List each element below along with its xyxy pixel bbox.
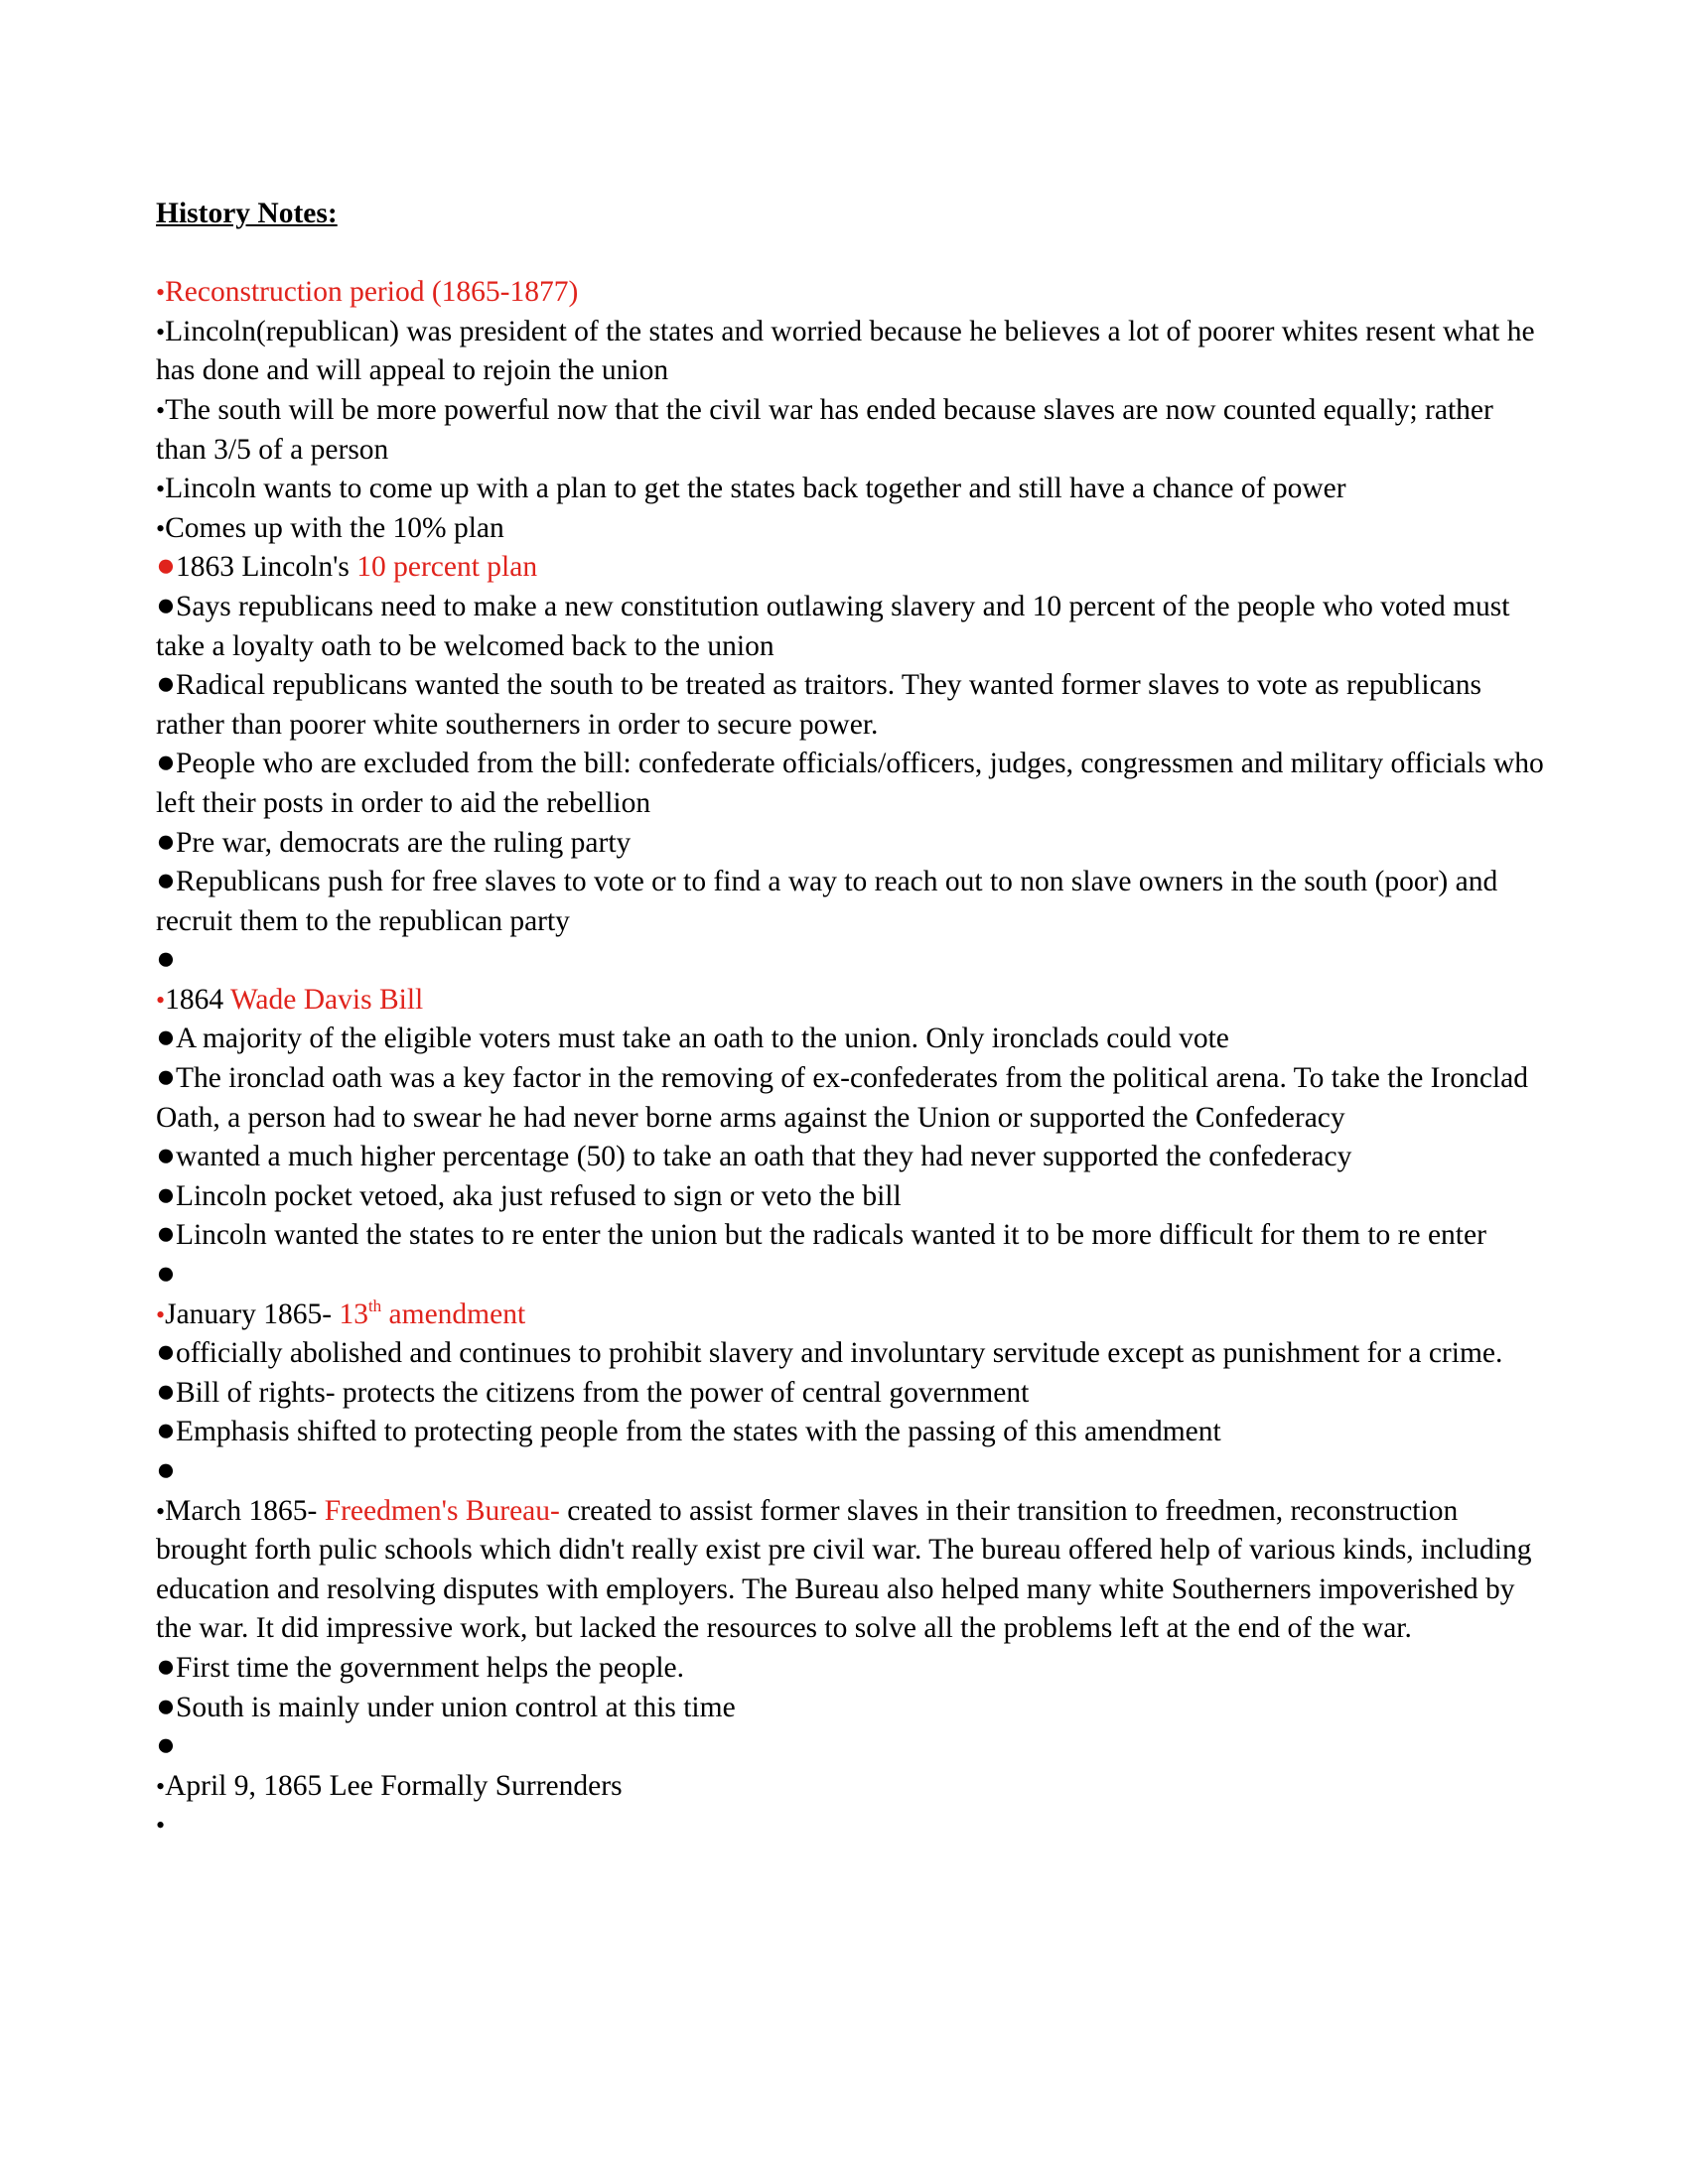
empty-bullet: ● [156,941,176,978]
list-item: ●People who are excluded from the bill: confederate officials/officers, judges, congressmen and military officials who left their posts in order to aid the rebellion [156,745,1544,819]
section-heading-wade-davis-bill: •1864 Wade Davis Bill [156,983,424,1016]
list-item: ●wanted a much higher percentage (50) to take an oath that they had never supported the confederacy [156,1138,1352,1174]
section-heading-10-percent-plan: ●1863 Lincoln's 10 percent plan [156,548,538,585]
list-item: ●Radical republicans wanted the south to be treated as traitors. They wanted former slaves to vote as republicans rather than poorer white southerners in order to secure power. [156,666,1481,741]
empty-bullet: ● [156,1727,176,1764]
section-heading-lee-surrenders: •April 9, 1865 Lee Formally Surrenders [156,1769,623,1802]
list-item: •Comes up with the 10% plan [156,511,504,544]
list-item: ●Emphasis shifted to protecting people from the states with the passing of this amendment [156,1413,1221,1449]
list-item: ●Bill of rights- protects the citizens from the power of central government [156,1373,1030,1410]
list-item: ●First time the government helps the people. [156,1648,684,1685]
list-item: ●Republicans push for free slaves to vote or to find a way to reach out to non slave owners in the south (poor) and recruit them to the republican party [156,863,1498,937]
list-item: ●Pre war, democrats are the ruling party [156,823,632,860]
page-title: History Notes: [156,198,338,229]
empty-bullet: • [156,1811,166,1841]
list-item: ●Lincoln pocket vetoed, aka just refused to sign or veto the bill [156,1176,902,1213]
list-item: •Lincoln wants to come up with a plan to get the states back together and still have a chance of power [156,473,1346,505]
list-item: •The south will be more powerful now that the civil war has ended because slaves are now counted equally; rather than 3/5 of a person [156,393,1493,466]
section-heading-13th-amendment: •January 1865- 13th amendment [156,1296,526,1330]
section-heading-reconstruction: •Reconstruction period (1865-1877) [156,276,579,309]
list-item: ●South is mainly under union control at this time [156,1688,736,1724]
list-item: ●officially abolished and continues to prohibit slavery and involuntary servitude except as punishment for a crime. [156,1334,1503,1371]
list-item: ●Says republicans need to make a new constitution outlawing slavery and 10 percent of the people who voted must take a loyalty oath to be welcomed back to the union [156,587,1510,662]
section-heading-freedmens-bureau: •March 1865- Freedmen's Bureau- created to assist former slaves in their transition to freedmen, reconstruction brought forth pulic schools which didn't really exist pre civil war. The bureau offered help of various kinds, including education and resolving disputes with employers. The Bureau also helped many white Southerners impoverished by the war. It did impressive work, but lacked the resources to solve all the problems left at the end of the war. [156,1494,1532,1645]
empty-bullet: ● [156,1256,176,1293]
list-item: ●The ironclad oath was a key factor in the removing of ex-confederates from the political arena. To take the Ironclad Oath, a person had to swear he had never borne arms against the Union or supported the Confederacy [156,1059,1528,1134]
document-page [156,195,1546,1845]
list-item: ●A majority of the eligible voters must take an oath to the union. Only ironclads could vote [156,1020,1229,1056]
list-item: ●Lincoln wanted the states to re enter the union but the radicals wanted it to be more difficult for them to re enter [156,1216,1486,1253]
empty-bullet: ● [156,1452,176,1488]
list-item: •Lincoln(republican) was president of the states and worried because he believes a lot of poorer whites resent what he has done and will appeal to rejoin the union [156,315,1535,387]
